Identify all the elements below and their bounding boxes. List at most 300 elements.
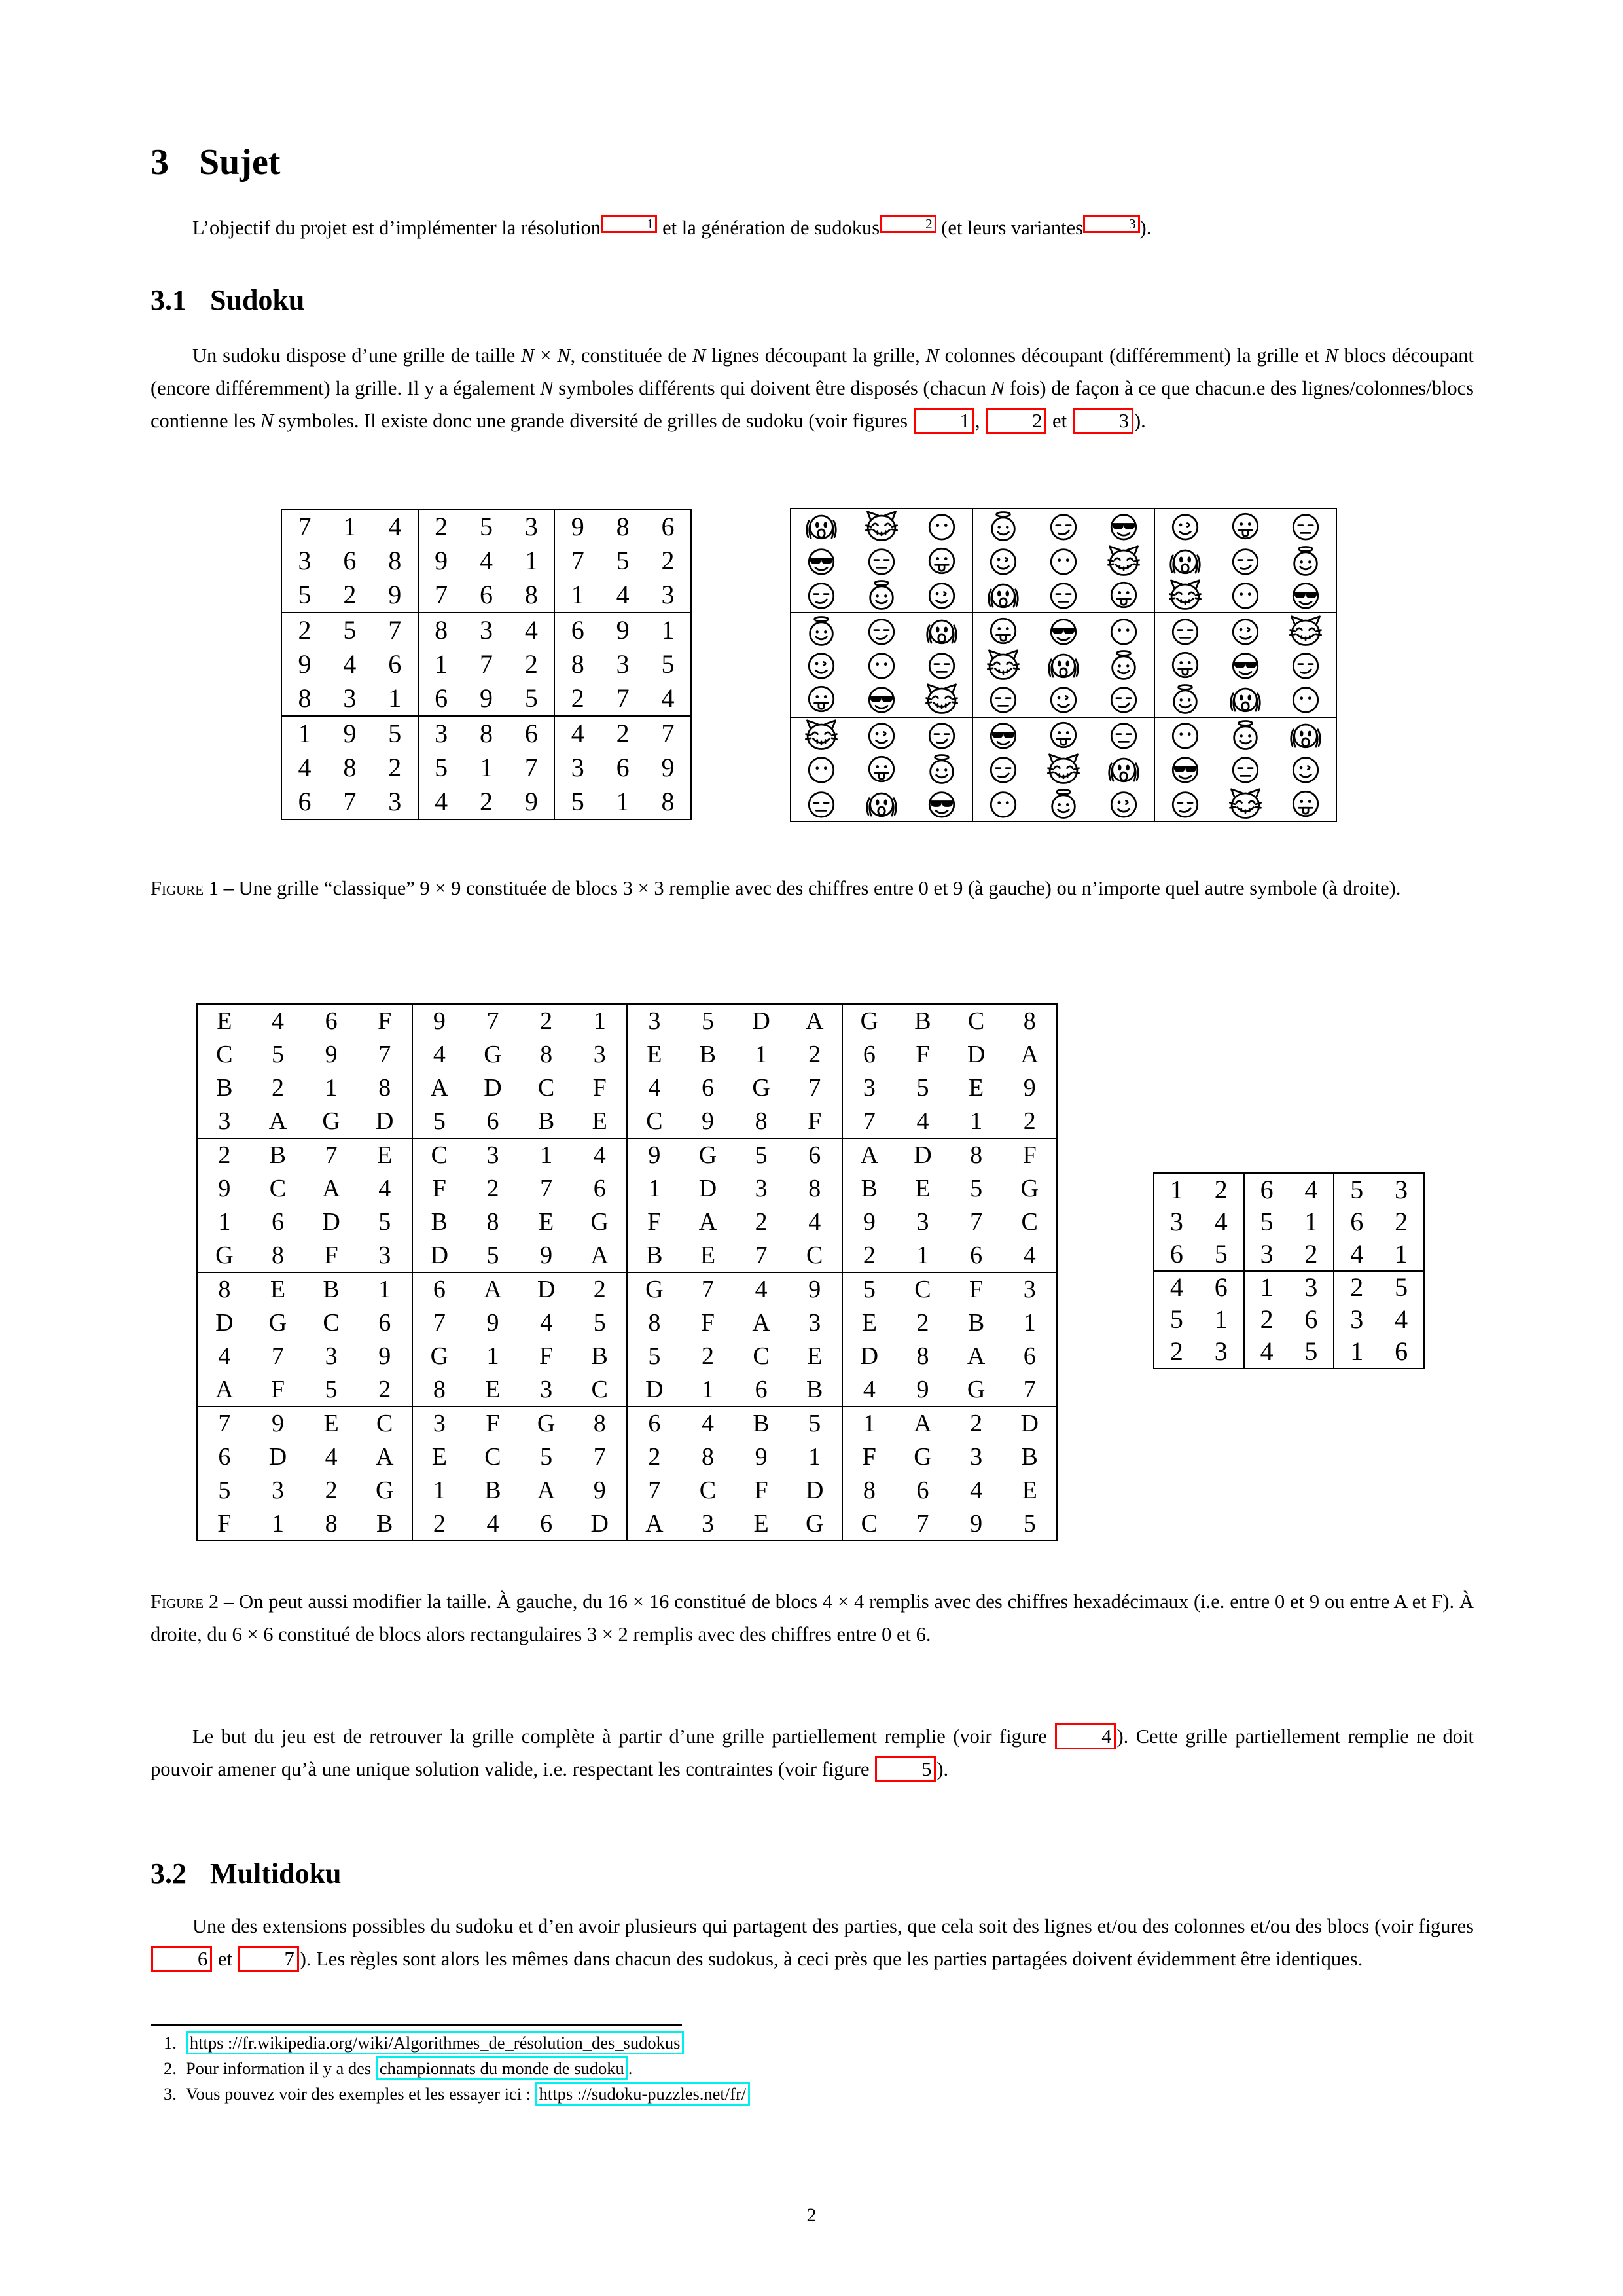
grid-cell xyxy=(282,785,327,819)
emoji-sunglasses-icon xyxy=(1229,649,1262,681)
cell-value: 5 xyxy=(343,615,357,645)
cell-value: 3 xyxy=(661,580,675,609)
cell-value: C xyxy=(967,1007,985,1035)
sudoku-6x6-grid xyxy=(1153,1172,1425,1369)
grid-cell xyxy=(843,1038,897,1071)
grid-cell xyxy=(419,717,464,751)
grid-cell xyxy=(304,1407,358,1441)
cell-value: 1 xyxy=(571,580,584,609)
cell-value: 3 xyxy=(271,1476,284,1504)
figure-reference-link[interactable]: 4 xyxy=(1055,1723,1116,1749)
grid-cell xyxy=(1334,1206,1379,1238)
grid-cell xyxy=(645,647,690,681)
grid-cell xyxy=(466,1340,520,1373)
grid-cell xyxy=(896,1474,950,1507)
cell-value: 4 xyxy=(343,649,357,679)
cell-value: 5 xyxy=(1214,1238,1228,1268)
figure-reference-link[interactable]: 6 xyxy=(151,1946,212,1972)
grid-cell xyxy=(358,1273,412,1306)
grid-cell xyxy=(896,1441,950,1474)
grid-cell xyxy=(419,647,464,681)
cell-value: 5 xyxy=(648,1342,661,1370)
figure1-caption-label: Figure 1 xyxy=(151,877,219,899)
grid-cell xyxy=(600,510,645,544)
grid-cell xyxy=(520,1238,573,1272)
grid-cell xyxy=(251,1071,305,1105)
grid-cell xyxy=(734,1104,788,1138)
cell-value: 2 xyxy=(755,1208,768,1236)
grid-cell xyxy=(198,1005,251,1038)
cell-value: G xyxy=(590,1208,609,1236)
cell-value: D xyxy=(805,1476,824,1504)
grid-cell xyxy=(358,1306,412,1340)
cell-value: A xyxy=(1020,1041,1039,1069)
grid-cell xyxy=(198,1474,251,1507)
grid-cell xyxy=(327,510,372,544)
grid-cell xyxy=(600,681,645,715)
cell-value: 5 xyxy=(863,1276,876,1304)
grid-cell xyxy=(788,1507,842,1540)
cell-value: A xyxy=(375,1443,394,1471)
cell-value: D xyxy=(590,1509,609,1537)
grid-cell xyxy=(198,1238,251,1272)
emoji-no-mouth-icon xyxy=(987,787,1020,820)
grid-cell xyxy=(1199,1272,1243,1304)
cell-value: C xyxy=(323,1309,340,1337)
sudoku-block xyxy=(1154,1173,1244,1271)
hyperlink[interactable]: https ://sudoku-puzzles.net/fr/ xyxy=(535,2082,750,2106)
subsection-heading-sudoku xyxy=(151,286,304,315)
figure-reference-link[interactable]: 5 xyxy=(875,1756,936,1782)
cell-value: 6 xyxy=(1169,1238,1183,1268)
emoji-tongue-icon xyxy=(865,753,898,785)
grid-cell xyxy=(327,544,372,578)
sudoku-block xyxy=(842,1272,1058,1407)
cell-value: G xyxy=(268,1309,287,1337)
emoji-grinning-cat-icon xyxy=(1047,753,1080,785)
grid-cell xyxy=(681,1474,735,1507)
grid-cell xyxy=(508,717,554,751)
grid-cell xyxy=(372,578,418,612)
emoji-smirk-icon xyxy=(805,579,838,611)
cell-value: F xyxy=(217,1509,232,1537)
grid-cell xyxy=(1094,613,1154,647)
cell-value: C xyxy=(914,1276,931,1304)
cell-value: 8 xyxy=(524,580,538,609)
cell-value: 1 xyxy=(540,1141,553,1170)
figure-reference-link[interactable]: 2 xyxy=(986,408,1046,434)
cell-value: 2 xyxy=(433,1509,446,1537)
sudoku-block xyxy=(627,1272,842,1407)
grid-cell xyxy=(734,1441,788,1474)
grid-cell xyxy=(912,578,972,612)
text-run: colonnes découpant (différemment) la grille et xyxy=(938,344,1325,367)
text-run: L’objectif du projet est d’implémenter la résolution xyxy=(192,217,601,239)
cell-value: 1 xyxy=(701,1375,714,1403)
grid-cell xyxy=(843,1104,897,1138)
grid-cell xyxy=(912,718,972,752)
cell-value: 9 xyxy=(486,1309,499,1337)
grid-cell xyxy=(912,752,972,786)
grid-cell xyxy=(372,785,418,819)
cell-value: 4 xyxy=(755,1276,768,1304)
cell-value: 1 xyxy=(388,683,402,713)
grid-cell xyxy=(843,1340,897,1373)
grid-cell xyxy=(1033,648,1094,682)
cell-value: 6 xyxy=(916,1476,929,1504)
hyperlink[interactable]: https ://fr.wikipedia.org/wiki/Algorithmes_de_résolution_des_sudokus xyxy=(186,2031,685,2054)
grid-cell xyxy=(466,1407,520,1441)
cell-value: E xyxy=(485,1375,501,1403)
figure-reference-link[interactable]: 1 xyxy=(914,408,974,434)
grid-cell xyxy=(681,1104,735,1138)
grid-cell xyxy=(573,1071,626,1105)
cell-value: 4 xyxy=(970,1476,983,1504)
grid-cell xyxy=(520,1104,573,1138)
cell-value: 1 xyxy=(524,546,538,575)
grid-cell xyxy=(358,1038,412,1071)
cell-value: 9 xyxy=(593,1476,606,1504)
grid-cell xyxy=(681,1139,735,1172)
sudoku-9x9-emoji-grid xyxy=(790,508,1337,822)
figure-reference-link[interactable]: 3 xyxy=(1073,408,1133,434)
grid-cell xyxy=(251,1306,305,1340)
subsection-number: 3.2 xyxy=(151,1857,187,1890)
emoji-expressionless-icon xyxy=(1047,579,1080,611)
cell-value: 7 xyxy=(433,1309,446,1337)
cell-value: 7 xyxy=(271,1342,284,1370)
text-run: , xyxy=(974,410,986,432)
cell-value: 1 xyxy=(1350,1336,1364,1367)
grid-cell xyxy=(950,1306,1003,1340)
grid-cell xyxy=(628,1071,681,1105)
emoji-sunglasses-icon xyxy=(805,545,838,577)
grid-cell xyxy=(628,1340,681,1373)
subsection-number: 3.1 xyxy=(151,284,187,316)
grid-cell xyxy=(1215,648,1275,682)
grid-cell xyxy=(282,578,327,612)
grid-cell xyxy=(628,1372,681,1406)
sudoku-block xyxy=(791,613,972,717)
grid-cell xyxy=(1199,1336,1243,1368)
cell-value: B xyxy=(699,1041,717,1069)
cell-value: 2 xyxy=(1260,1304,1274,1335)
grid-cell xyxy=(681,1340,735,1373)
grid-cell xyxy=(1033,613,1094,647)
cell-value: B xyxy=(753,1410,770,1438)
sudoku-block xyxy=(554,716,691,819)
grid-cell xyxy=(198,1104,251,1138)
grid-cell xyxy=(573,1238,626,1272)
grid-cell xyxy=(896,1372,950,1406)
grid-cell xyxy=(851,613,912,647)
sudoku-block xyxy=(412,1407,628,1541)
text-run: et xyxy=(213,1948,238,1970)
sudoku-block xyxy=(412,1004,628,1138)
cell-value: 8 xyxy=(479,719,493,748)
grid-cell xyxy=(198,1206,251,1239)
grid-cell xyxy=(282,613,327,647)
cell-value: 7 xyxy=(863,1107,876,1135)
cell-value: 2 xyxy=(524,649,538,679)
cell-value: D xyxy=(914,1141,932,1170)
cell-value: 4 xyxy=(648,1073,661,1102)
grid-cell xyxy=(950,1172,1003,1206)
grid-cell xyxy=(681,1306,735,1340)
grid-cell xyxy=(628,1139,681,1172)
sudoku-block xyxy=(418,613,555,716)
cell-value: 1 xyxy=(1260,1272,1274,1302)
grid-cell xyxy=(1379,1272,1423,1304)
cell-value: 8 xyxy=(271,1241,284,1269)
grid-cell xyxy=(251,1372,305,1406)
cell-value: 4 xyxy=(378,1175,391,1203)
grid-cell xyxy=(1289,1272,1333,1304)
grid-cell xyxy=(251,1139,305,1172)
grid-cell xyxy=(573,1005,626,1038)
figure-reference-link[interactable]: 7 xyxy=(238,1946,299,1972)
grid-cell xyxy=(413,1071,467,1105)
grid-cell xyxy=(973,578,1033,612)
grid-cell xyxy=(304,1441,358,1474)
cell-value: 5 xyxy=(433,1107,446,1135)
grid-cell xyxy=(466,1306,520,1340)
cell-value: 3 xyxy=(616,649,630,679)
grid-cell xyxy=(896,1071,950,1105)
cell-value: 6 xyxy=(435,683,448,713)
grid-cell xyxy=(628,1407,681,1441)
grid-cell xyxy=(555,647,600,681)
grid-cell xyxy=(466,1441,520,1474)
grid-cell xyxy=(1033,752,1094,786)
cell-value: 8 xyxy=(388,546,402,575)
cell-value: 7 xyxy=(378,1041,391,1069)
grid-cell xyxy=(1003,1005,1056,1038)
grid-cell xyxy=(788,1407,842,1441)
cell-value: A xyxy=(645,1509,664,1537)
cell-value: 1 xyxy=(325,1073,338,1102)
grid-cell xyxy=(1334,1304,1379,1336)
paragraph-multidoku xyxy=(151,1910,1474,1975)
grid-cell xyxy=(681,1273,735,1306)
grid-cell xyxy=(1275,613,1336,647)
grid-cell xyxy=(413,1407,467,1441)
grid-cell xyxy=(1003,1372,1056,1406)
grid-cell xyxy=(282,647,327,681)
sudoku-block xyxy=(412,1272,628,1407)
cell-value: A xyxy=(698,1208,717,1236)
cell-value: 6 xyxy=(616,753,630,782)
grid-cell xyxy=(788,1005,842,1038)
grid-cell xyxy=(1094,787,1154,821)
cell-value: 3 xyxy=(808,1309,821,1337)
grid-cell xyxy=(282,751,327,785)
cell-value: C xyxy=(376,1410,393,1438)
grid-cell xyxy=(251,1340,305,1373)
grid-cell xyxy=(413,1273,467,1306)
grid-cell xyxy=(1289,1304,1333,1336)
text-run: × xyxy=(534,344,558,367)
footnote-number: 2. xyxy=(164,2058,177,2078)
grid-cell xyxy=(573,1038,626,1071)
grid-cell xyxy=(1155,682,1215,716)
grid-cell xyxy=(681,1238,735,1272)
cell-value: 9 xyxy=(661,753,675,782)
grid-cell xyxy=(734,1507,788,1540)
cell-value: 5 xyxy=(701,1007,714,1035)
cell-value: 8 xyxy=(648,1309,661,1337)
emoji-no-mouth-icon xyxy=(1289,683,1322,715)
cell-value: 1 xyxy=(1395,1238,1408,1268)
emoji-grinning-cat-icon xyxy=(805,719,838,751)
grid-cell xyxy=(466,1071,520,1105)
grid-cell xyxy=(851,718,912,752)
grid-cell xyxy=(413,1206,467,1239)
grid-cell xyxy=(1033,543,1094,577)
cell-value: 4 xyxy=(808,1208,821,1236)
grid-cell xyxy=(520,1306,573,1340)
cell-value: F xyxy=(378,1007,392,1035)
footnote-marker-link[interactable]: 3 xyxy=(1083,215,1140,233)
emoji-smirk-icon xyxy=(1229,545,1262,577)
sudoku-block xyxy=(791,717,972,821)
cell-value: 4 xyxy=(218,1342,231,1370)
cell-value: 2 xyxy=(863,1241,876,1269)
grid-cell xyxy=(413,1474,467,1507)
cell-value: 2 xyxy=(616,719,630,748)
cell-value: C xyxy=(1021,1208,1038,1236)
grid-cell xyxy=(520,1038,573,1071)
grid-cell xyxy=(973,509,1033,543)
cell-value: 8 xyxy=(755,1107,768,1135)
cell-value: G xyxy=(805,1509,824,1537)
grid-cell xyxy=(198,1139,251,1172)
grid-cell xyxy=(520,1206,573,1239)
grid-cell xyxy=(896,1005,950,1038)
grid-cell xyxy=(1275,578,1336,612)
cell-value: 2 xyxy=(648,1443,661,1471)
cell-value: 2 xyxy=(1350,1272,1364,1302)
emoji-scream-icon xyxy=(1047,649,1080,681)
cell-value: 4 xyxy=(1395,1304,1408,1335)
grid-cell xyxy=(466,1172,520,1206)
cell-value: 6 xyxy=(343,546,357,575)
cell-value: 6 xyxy=(378,1309,391,1337)
cell-value: 7 xyxy=(1023,1375,1036,1403)
hyperlink[interactable]: championnats du monde de sudoku xyxy=(376,2056,628,2080)
grid-cell xyxy=(1275,787,1336,821)
cell-value: 3 xyxy=(1214,1336,1228,1367)
cell-value: F xyxy=(432,1175,446,1203)
grid-cell xyxy=(628,1172,681,1206)
grid-cell xyxy=(1289,1238,1333,1270)
emoji-no-mouth-icon xyxy=(1169,719,1202,751)
figure2-caption-text: – On peut aussi modifier la taille. À gauche, du 16 × 16 constitué de blocs 4 × 4 remplis avec des chiffres hexadécimaux (i.e. entre 0 et 9 ou entre A et F). À droite, du 6 × 6 constitué de blocs alors rectangulaires 3 × 2 remplis avec des chiffres entre 0 et 6. xyxy=(151,1590,1474,1645)
grid-cell xyxy=(645,544,690,578)
emoji-tongue-icon xyxy=(925,545,958,577)
grid-cell xyxy=(896,1273,950,1306)
cell-value: 5 xyxy=(524,683,538,713)
cell-value: 2 xyxy=(970,1410,983,1438)
emoji-expressionless-icon xyxy=(805,787,838,820)
cell-value: 3 xyxy=(970,1443,983,1471)
emoji-wink-icon xyxy=(1047,683,1080,715)
footnote-1 xyxy=(151,2030,1474,2056)
cell-value: D xyxy=(537,1276,556,1304)
cell-value: 2 xyxy=(571,683,584,713)
text-run: lignes découpant la grille, xyxy=(705,344,926,367)
text-run: Pour information il y a des xyxy=(185,2058,376,2078)
cell-value: G xyxy=(537,1410,556,1438)
text-run: blocs découpant (encore différemment) la grille. Il y a également xyxy=(151,344,1474,399)
grid-cell xyxy=(1245,1206,1289,1238)
emoji-tongue-icon xyxy=(1169,649,1202,681)
cell-value: 6 xyxy=(1214,1272,1228,1302)
footnote-marker-link[interactable]: 1 xyxy=(601,215,658,233)
grid-cell xyxy=(896,1139,950,1172)
grid-cell xyxy=(282,717,327,751)
cell-value: 9 xyxy=(378,1342,391,1370)
cell-value: 9 xyxy=(648,1141,661,1170)
grid-cell xyxy=(198,1407,251,1441)
cell-value: D xyxy=(268,1443,287,1471)
grid-cell xyxy=(520,1507,573,1540)
cell-value: 7 xyxy=(343,787,357,816)
cell-value: F xyxy=(916,1041,930,1069)
grid-cell xyxy=(520,1474,573,1507)
grid-cell xyxy=(520,1340,573,1373)
cell-value: 5 xyxy=(486,1241,499,1269)
grid-cell xyxy=(1033,682,1094,716)
cell-value: A xyxy=(752,1309,770,1337)
sudoku-block xyxy=(412,1138,628,1272)
sudoku-block xyxy=(1154,613,1336,717)
cell-value: G xyxy=(322,1107,340,1135)
grid-cell xyxy=(304,1340,358,1373)
grid-cell xyxy=(1003,1474,1056,1507)
cell-value: 1 xyxy=(808,1443,821,1471)
figure1-caption-text: – Une grille “classique” 9 × 9 constituée de blocs 3 × 3 remplie avec des chiffres entre 0 et 9 (à gauche) ou n’importe quel autre symbole (à droite). xyxy=(223,877,1401,899)
cell-value: 1 xyxy=(616,787,630,816)
cell-value: 2 xyxy=(479,787,493,816)
cell-value: 6 xyxy=(524,719,538,748)
paragraph-goal xyxy=(151,1720,1474,1785)
emoji-grinning-cat-icon xyxy=(1229,787,1262,820)
grid-cell xyxy=(973,787,1033,821)
grid-cell xyxy=(1003,1340,1056,1373)
grid-cell xyxy=(896,1507,950,1540)
math-symbol: N xyxy=(1325,344,1338,367)
cell-value: 5 xyxy=(271,1041,284,1069)
sudoku-block xyxy=(197,1138,412,1272)
cell-value: 4 xyxy=(616,580,630,609)
grid-cell xyxy=(896,1306,950,1340)
grid-cell xyxy=(973,682,1033,716)
emoji-halo-icon xyxy=(1047,787,1080,820)
grid-cell xyxy=(508,510,554,544)
cell-value: E xyxy=(700,1241,716,1269)
grid-cell xyxy=(788,1172,842,1206)
emoji-scream-icon xyxy=(925,615,958,647)
footnote-marker-link[interactable]: 2 xyxy=(880,215,936,233)
grid-cell xyxy=(681,1172,735,1206)
grid-cell xyxy=(358,1071,412,1105)
grid-cell xyxy=(734,1139,788,1172)
emoji-grinning-cat-icon xyxy=(865,510,898,543)
grid-cell xyxy=(251,1005,305,1038)
cell-value: 2 xyxy=(808,1041,821,1069)
sudoku-block xyxy=(972,717,1154,821)
